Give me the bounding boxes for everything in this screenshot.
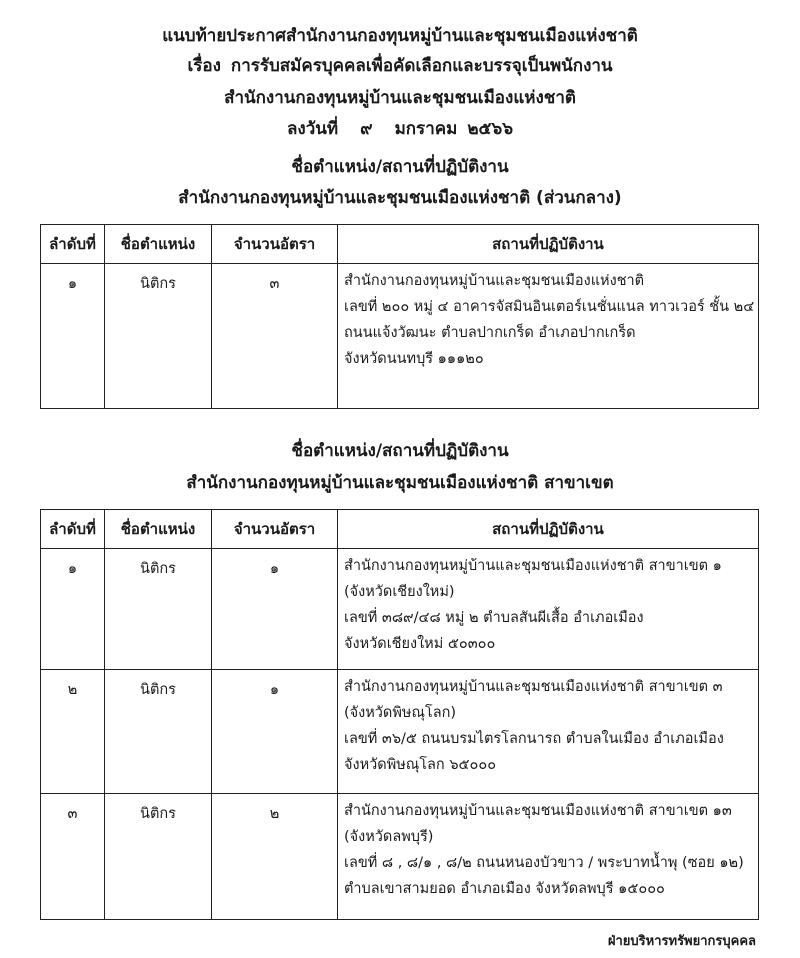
doc-date — [0, 115, 800, 142]
doc-header-line1: แนบท้ายประกาศสำนักงานกองทุนหมู่บ้านและชุมชนเมืองแห่งชาติ — [162, 26, 638, 46]
row-location — [338, 670, 759, 794]
col-header-no: ลำดับที่ — [41, 225, 105, 264]
location-line: ตำบลเขาสามยอด อำเภอเมือง จังหวัดลพบุรี ๑๕๐๐๐ — [344, 881, 665, 897]
col-header-count: จำนวนอัตรา — [212, 225, 338, 264]
table-header-row — [41, 225, 759, 264]
row-count: ๑ — [212, 549, 338, 670]
row-no: ๑ — [41, 264, 105, 409]
location-line: จังหวัดเชียงใหม่ ๕๐๓๐๐ — [344, 636, 496, 652]
location-line: เลขที่ ๘ , ๘/๑ , ๘/๒ ถนนหนองบัวขาว / พระบาทน้ำพุ (ซอย ๑๒) — [344, 855, 744, 871]
location-line: (จังหวัดลพบุรี) — [344, 829, 434, 845]
date-day: ๙ — [360, 119, 373, 139]
doc-header-subject — [0, 52, 800, 79]
col-header-location: สถานที่ปฏิบัติงาน — [338, 225, 759, 264]
row-position: นิติกร — [105, 549, 212, 670]
subject-text: การรับสมัครบุคคลเพื่อคัดเลือกและบรรจุเป็นพนักงาน — [230, 56, 613, 76]
date-year: ๒๕๖๖ — [467, 119, 513, 139]
row-count: ๓ — [212, 264, 338, 409]
location-line: สำนักงานกองทุนหมู่บ้านและชุมชนเมืองแห่งชาติ — [344, 273, 645, 289]
row-position: นิติกร — [105, 264, 212, 409]
row-position: นิติกร — [105, 670, 212, 794]
table-header-row — [41, 510, 759, 549]
col-header-count: จำนวนอัตรา — [212, 510, 338, 549]
location-line: เลขที่ ๒๐๐ หมู่ ๔ อาคารจัสมินอินเตอร์เนชั่นแนล ทาวเวอร์ ชั้น ๒๔ — [344, 299, 755, 315]
row-no: ๒ — [41, 670, 105, 794]
location-line: ถนนแจ้งวัฒนะ ตำบลปากเกร็ด อำเภอปากเกร็ด — [344, 325, 636, 341]
row-no: ๓ — [41, 794, 105, 920]
col-header-no: ลำดับที่ — [41, 510, 105, 549]
location-line: จังหวัดนนทบุรี ๑๑๑๒๐ — [344, 351, 484, 367]
footer-department: ฝ่ายบริหารทรัพยากรบุคคล — [607, 934, 756, 949]
col-header-location: สถานที่ปฏิบัติงาน — [338, 510, 759, 549]
row-location — [338, 794, 759, 920]
row-no: ๑ — [41, 549, 105, 670]
location-line: เลขที่ ๓๘๙/๔๘ หมู่ ๒ ตำบลสันผีเสื้อ อำเภอเมือง — [344, 610, 644, 626]
table-row — [41, 549, 759, 670]
location-line: จังหวัดพิษณุโลก ๖๕๐๐๐ — [344, 757, 497, 773]
row-location — [338, 549, 759, 670]
location-line: (จังหวัดเชียงใหม่) — [344, 584, 455, 600]
table-row — [41, 264, 759, 409]
section2-title: ชื่อตำแหน่ง/สถานที่ปฏิบัติงาน — [291, 441, 509, 461]
location-line: สำนักงานกองทุนหมู่บ้านและชุมชนเมืองแห่งชาติ สาขาเขต ๓ — [344, 679, 723, 695]
doc-header-line3: สำนักงานกองทุนหมู่บ้านและชุมชนเมืองแห่งชาติ — [224, 88, 576, 108]
section2-table — [40, 509, 759, 920]
section1-table — [40, 224, 759, 409]
row-count: ๑ — [212, 670, 338, 794]
subject-prefix: เรื่อง — [187, 56, 221, 76]
col-header-position: ชื่อตำแหน่ง — [105, 510, 212, 549]
location-line: เลขที่ ๓๖/๕ ถนนบรมไตรโลกนารถ ตำบลในเมือง อำเภอเมือง — [344, 731, 724, 747]
date-label: ลงวันที่ — [287, 119, 339, 139]
location-line: สำนักงานกองทุนหมู่บ้านและชุมชนเมืองแห่งชาติ สาขาเขต ๑ — [344, 558, 722, 574]
row-location — [338, 264, 759, 409]
location-line: สำนักงานกองทุนหมู่บ้านและชุมชนเมืองแห่งชาติ สาขาเขต ๑๓ — [344, 803, 732, 819]
row-count: ๒ — [212, 794, 338, 920]
section1-subtitle: สำนักงานกองทุนหมู่บ้านและชุมชนเมืองแห่งชาติ (ส่วนกลาง) — [178, 188, 622, 208]
section1-title: ชื่อตำแหน่ง/สถานที่ปฏิบัติงาน — [291, 157, 509, 177]
location-line: (จังหวัดพิษณุโลก) — [344, 705, 457, 721]
col-header-position: ชื่อตำแหน่ง — [105, 225, 212, 264]
table-row — [41, 794, 759, 920]
row-position: นิติกร — [105, 794, 212, 920]
table-row — [41, 670, 759, 794]
section2-subtitle: สำนักงานกองทุนหมู่บ้านและชุมชนเมืองแห่งชาติ สาขาเขต — [186, 473, 614, 493]
date-month: มกราคม — [394, 119, 458, 139]
